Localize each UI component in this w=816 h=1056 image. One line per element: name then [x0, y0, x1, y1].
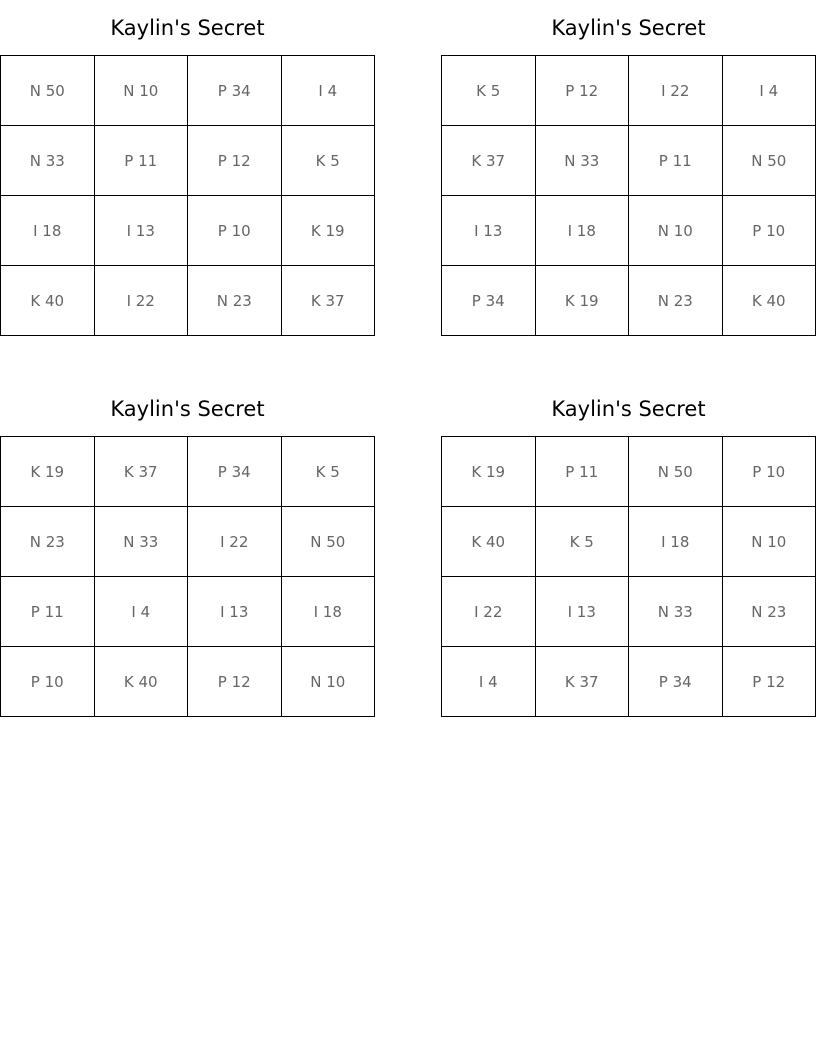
card-title: Kaylin's Secret — [110, 16, 265, 40]
bingo-cell: I 18 — [536, 196, 630, 266]
card-title: Kaylin's Secret — [551, 16, 706, 40]
bingo-cell: P 11 — [1, 577, 95, 647]
bingo-grid — [441, 436, 816, 717]
card-title: Kaylin's Secret — [551, 397, 706, 421]
bingo-cell: K 5 — [442, 56, 536, 126]
bingo-cell: I 4 — [723, 56, 816, 126]
bingo-cell: P 34 — [629, 647, 723, 717]
bingo-cell: P 12 — [723, 647, 816, 717]
bingo-cell: I 4 — [282, 56, 376, 126]
bingo-cell: I 13 — [95, 196, 189, 266]
bingo-cell: K 19 — [1, 437, 95, 507]
bingo-cell: I 18 — [282, 577, 376, 647]
bingo-cell: P 11 — [95, 126, 189, 196]
bingo-cell: K 37 — [442, 126, 536, 196]
bingo-cell: K 37 — [536, 647, 630, 717]
bingo-cell: K 19 — [282, 196, 376, 266]
bingo-cell: N 23 — [629, 266, 723, 336]
bingo-cell: P 10 — [1, 647, 95, 717]
bingo-cell: I 18 — [1, 196, 95, 266]
bingo-cell: K 19 — [442, 437, 536, 507]
bingo-cell: N 10 — [723, 507, 816, 577]
bingo-cell: P 34 — [188, 437, 282, 507]
bingo-cell: K 40 — [1, 266, 95, 336]
bingo-grid — [0, 436, 375, 717]
bingo-grid — [0, 55, 375, 336]
bingo-cell: P 10 — [723, 196, 816, 266]
bingo-cell: K 5 — [282, 437, 376, 507]
bingo-cell: N 10 — [629, 196, 723, 266]
bingo-cell: P 12 — [188, 647, 282, 717]
bingo-cell: P 10 — [723, 437, 816, 507]
bingo-cell: I 13 — [442, 196, 536, 266]
bingo-cell: K 19 — [536, 266, 630, 336]
bingo-cell: K 40 — [442, 507, 536, 577]
bingo-cell: N 23 — [723, 577, 816, 647]
bingo-cell: P 11 — [536, 437, 630, 507]
bingo-cell: N 23 — [188, 266, 282, 336]
bingo-cell: N 33 — [629, 577, 723, 647]
bingo-cell: N 50 — [282, 507, 376, 577]
card-title: Kaylin's Secret — [110, 397, 265, 421]
bingo-cell: K 40 — [95, 647, 189, 717]
bingo-cell: I 22 — [629, 56, 723, 126]
bingo-cell: N 50 — [629, 437, 723, 507]
bingo-cell: K 37 — [95, 437, 189, 507]
bingo-cell: N 33 — [536, 126, 630, 196]
bingo-cell: N 23 — [1, 507, 95, 577]
bingo-cell: K 5 — [536, 507, 630, 577]
bingo-cell: P 12 — [536, 56, 630, 126]
bingo-cell: K 37 — [282, 266, 376, 336]
bingo-cell: I 4 — [442, 647, 536, 717]
bingo-cell: I 13 — [536, 577, 630, 647]
bingo-cell: I 22 — [95, 266, 189, 336]
bingo-cell: P 34 — [188, 56, 282, 126]
bingo-cell: I 18 — [629, 507, 723, 577]
bingo-cell: P 10 — [188, 196, 282, 266]
bingo-cell: N 33 — [95, 507, 189, 577]
bingo-cell: N 10 — [95, 56, 189, 126]
bingo-cell: N 50 — [723, 126, 816, 196]
bingo-cell: N 10 — [282, 647, 376, 717]
bingo-cell: I 13 — [188, 577, 282, 647]
bingo-cell: N 33 — [1, 126, 95, 196]
bingo-cell: K 5 — [282, 126, 376, 196]
bingo-cell: P 34 — [442, 266, 536, 336]
bingo-cell: N 50 — [1, 56, 95, 126]
bingo-cell: I 4 — [95, 577, 189, 647]
bingo-cell: K 40 — [723, 266, 816, 336]
bingo-cell: I 22 — [442, 577, 536, 647]
bingo-cell: P 12 — [188, 126, 282, 196]
bingo-grid — [441, 55, 816, 336]
bingo-cell: P 11 — [629, 126, 723, 196]
bingo-cell: I 22 — [188, 507, 282, 577]
